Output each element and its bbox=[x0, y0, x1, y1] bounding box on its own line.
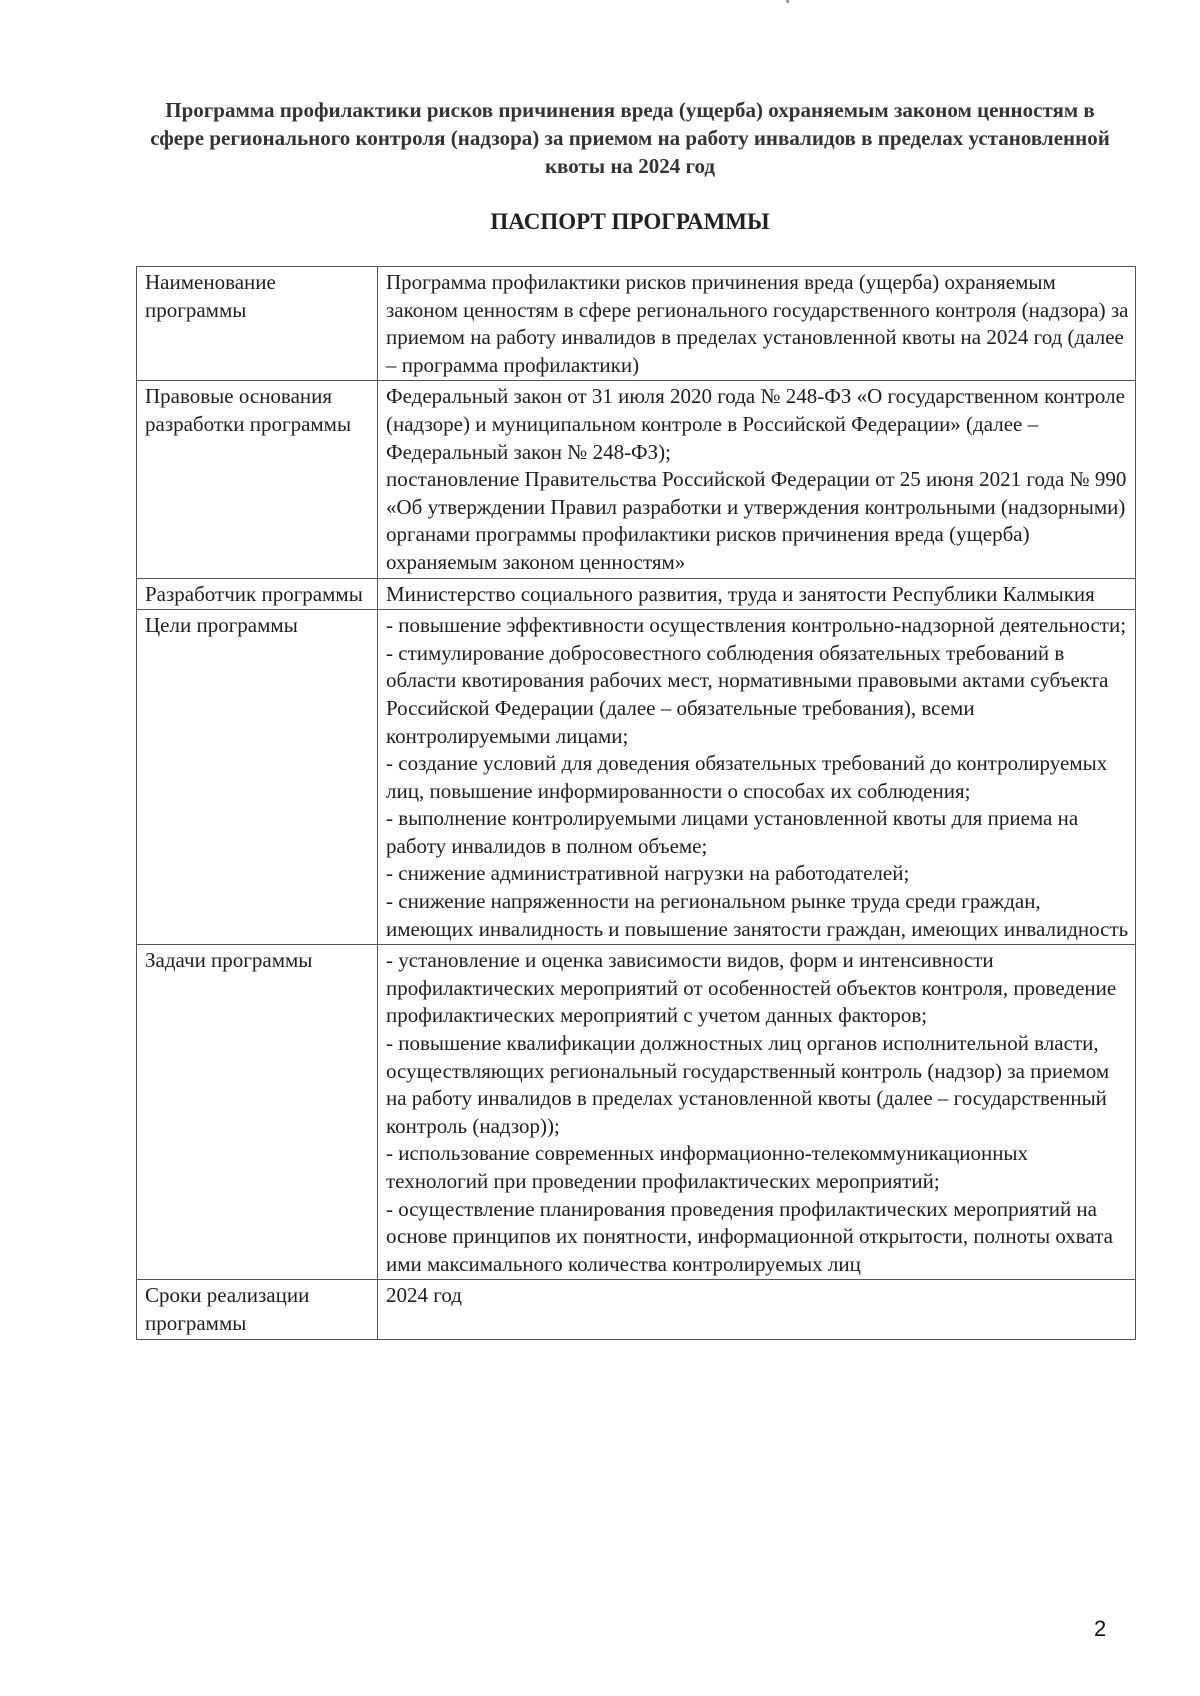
passport-row bbox=[137, 610, 1136, 945]
passport-row-value bbox=[378, 267, 1136, 381]
passport-value-item: Программа профилактики рисков причинения вреда (ущерба) охраняемым законом ценностям в сфере регионального государственного контроля (надзора) за приемом на работу инвалидов в пределах установленной квоты на 2024 год (далее – программа профилактики) bbox=[386, 270, 1129, 377]
passport-row-value bbox=[378, 381, 1136, 578]
passport-value-item: - выполнение контролируемыми лицами установленной квоты для приема на работу инвалидов в полном объеме; bbox=[386, 806, 1079, 858]
passport-row-label: Разработчик программы bbox=[137, 578, 378, 610]
passport-row bbox=[137, 578, 1136, 610]
passport-row bbox=[137, 1280, 1136, 1339]
passport-heading: ПАСПОРТ ПРОГРАММЫ bbox=[490, 209, 770, 234]
passport-value-item: - повышение эффективности осуществления контрольно-надзорной деятельности; bbox=[386, 613, 1127, 638]
passport-row-label: Наименование программы bbox=[137, 267, 378, 381]
passport-value-item: - снижение напряженности на региональном рынке труда среди граждан, имеющих инвалидность и повышение занятости граждан, имеющих инвалидность bbox=[386, 889, 1129, 941]
passport-value-item: - стимулирование добросовестного соблюдения обязательных требований в области квотирования рабочих мест, нормативными правовыми актами субъекта Российской Федерации (далее – обязательные требования), всеми контролируемыми лицами; bbox=[386, 640, 1109, 748]
passport-value-item: - осуществление планирования проведения профилактических мероприятий на основе принципов их понятности, информационной открытости, полноты охвата ими максимального количества контролируемых лиц bbox=[386, 1196, 1113, 1276]
passport-row bbox=[137, 945, 1136, 1280]
passport-value-item: - повышение квалификации должностных лиц органов исполнительной власти, осуществляющих региональный государственный контроль (надзор) за приемом на работу инвалидов в пределах установленной квоты (далее – государственный контроль (надзор)); bbox=[386, 1031, 1110, 1138]
passport-value-item: постановление Правительства Российской Федерации от 25 июня 2021 года № 990 «Об утверждении Правил разработки и утверждения контрольными (надзорными) органами программы профилактики рисков причинения вреда (ущерба) охраняемым законом ценностям» bbox=[386, 467, 1127, 574]
passport-row-value bbox=[378, 578, 1136, 610]
passport-row bbox=[137, 381, 1136, 578]
passport-row bbox=[137, 267, 1136, 381]
passport-row-label: Сроки реализации программы bbox=[137, 1280, 378, 1339]
passport-row-label: Цели программы bbox=[137, 610, 378, 945]
passport-value-item: - снижение административной нагрузки на работодателей; bbox=[386, 861, 910, 886]
passport-row-value bbox=[378, 610, 1136, 945]
document-title: Программа профилактики рисков причинения вреда (ущерба) охраняемым законом ценностям в сфере регионального контроля (надзора) за приемом на работу инвалидов в пределах установленной квоты на 2024 год bbox=[150, 98, 1110, 178]
passport-row-value bbox=[378, 945, 1136, 1280]
passport-row-label: Задачи программы bbox=[137, 945, 378, 1280]
page-number: 2 bbox=[1094, 1616, 1107, 1641]
passport-value-item: - создание условий для доведения обязательных требований до контролируемых лиц, повышение информированности о способах их соблюдения; bbox=[386, 751, 1108, 803]
scan-speck bbox=[786, 0, 789, 3]
passport-value-item: - установление и оценка зависимости видов, форм и интенсивности профилактических мероприятий от особенностей объектов контроля, проведение профилактических мероприятий с учетом данных факторов; bbox=[386, 948, 1117, 1028]
passport-value-item: - использование современных информационно-телекоммуникационных технологий при проведении профилактических мероприятий; bbox=[386, 1141, 1029, 1193]
passport-value-item: 2024 год bbox=[386, 1283, 462, 1308]
passport-row-value bbox=[378, 1280, 1136, 1339]
passport-table bbox=[136, 266, 1136, 1340]
passport-row-label: Правовые основания разработки программы bbox=[137, 381, 378, 578]
passport-value-item: Федеральный закон от 31 июля 2020 года № 248-ФЗ «О государственном контроле (надзоре) и муниципальном контроле в Российской Федерации» (далее – Федеральный закон № 248-ФЗ); bbox=[386, 384, 1125, 464]
passport-value-item: Министерство социального развития, труда и занятости Республики Калмыкия bbox=[386, 581, 1095, 606]
